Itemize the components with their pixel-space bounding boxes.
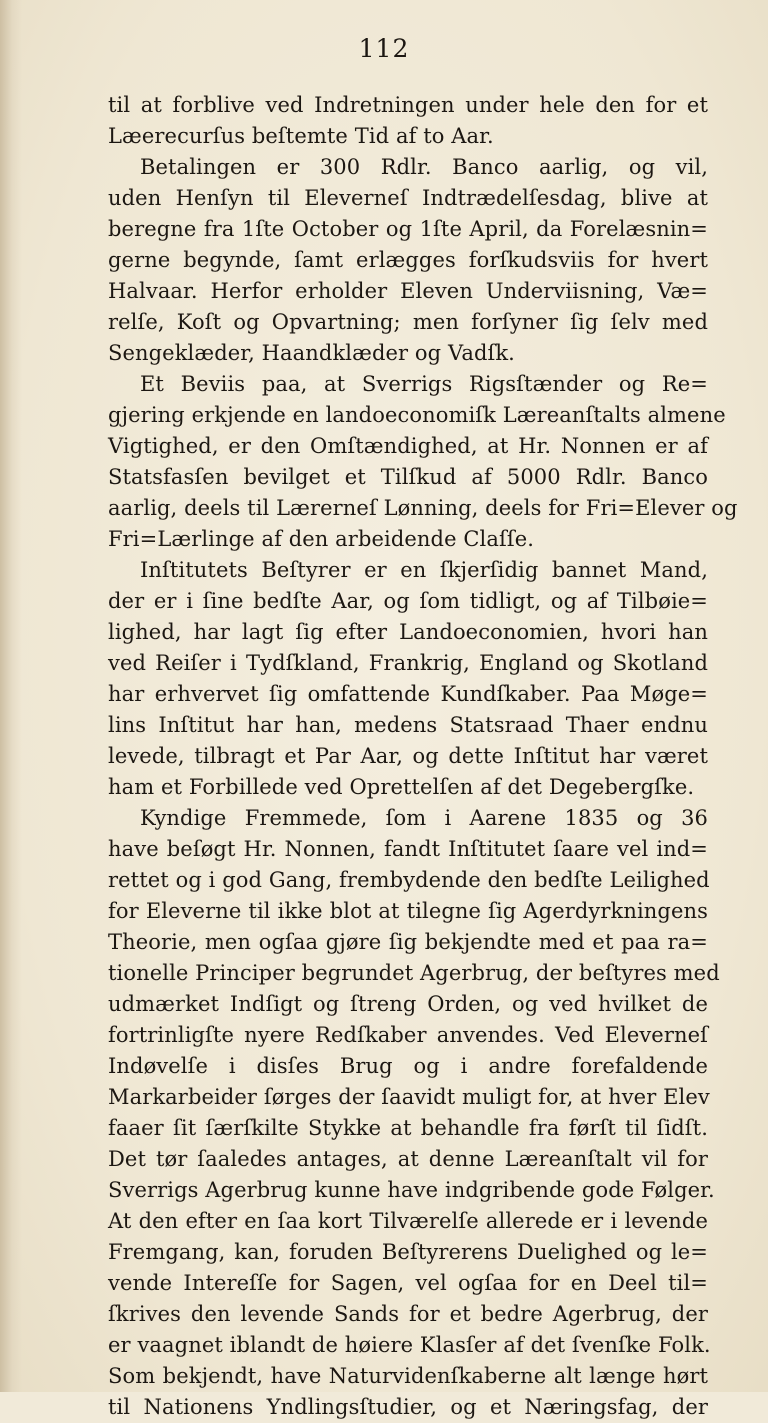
text-line: til Nationens Yndlingsſtudier, og et Næringsfag, der [108, 1395, 708, 1419]
text-line: der er i ſine bedſte Aar, og ſom tidligt, og af Tilbøie= [108, 589, 708, 613]
text-line: Sverrigs Agerbrug kunne have indgribende gode Følger. [108, 1178, 715, 1202]
text-line: beregne fra 1ſte October og 1ſte April, da Forelæsnin= [108, 217, 708, 241]
text-line: Fremgang, kan, foruden Beſtyrerens Duelighed og le= [108, 1240, 708, 1264]
text-line: Indøvelſe i disſes Brug og i andre forefaldende [108, 1054, 708, 1078]
text-line: lighed, har lagt ſig efter Landoeconomien, hvori han [108, 620, 708, 644]
text-line: faaer ſit ſærſkilte Stykke at behandle fra førſt til ſidſt. [108, 1116, 708, 1140]
text-line: Theorie, men ogſaa gjøre ſig bekjendte med et paa ra= [108, 930, 708, 954]
text-line: Et Beviis paa, at Sverrigs Rigsſtænder og Re= [140, 372, 708, 396]
text-line: vende Intereſſe for Sagen, vel ogſaa for en Deel til= [108, 1271, 708, 1295]
text-line: At den efter en ſaa kort Tilværelſe allerede er i levende [108, 1209, 708, 1233]
text-line: lins Inſtitut har han, medens Statsraad Thaer endnu [108, 713, 708, 737]
text-line: Som bekjendt, have Naturvidenſkaberne alt længe hørt [108, 1364, 708, 1388]
text-line: Statsfasſen bevilget et Tilſkud af 5000 Rdlr. Banco [108, 465, 708, 489]
text-line: Fri=Lærlinge af den arbeidende Claſſe. [108, 527, 535, 551]
text-line: udmærket Indſigt og ſtreng Orden, og ved hvilket de [108, 992, 708, 1016]
text-line: have beſøgt Hr. Nonnen, fandt Inſtitutet ſaare vel ind= [108, 837, 708, 861]
text-line: ham et Forbillede ved Oprettelſen af det Degebergſke. [108, 775, 695, 799]
text-line: tionelle Principer begrundet Agerbrug, der beſtyres med [108, 961, 720, 985]
text-line: Læerecurſus beſtemte Tid af to Aar. [108, 124, 494, 148]
binding-edge-shadow [0, 0, 22, 1392]
text-line: til at forblive ved Indretningen under hele den for et [108, 93, 708, 117]
text-line: Halvaar. Herfor erholder Eleven Underviisning, Væ= [108, 279, 708, 303]
body-text [108, 90, 738, 1423]
text-line: Kyndige Fremmede, ſom i Aarene 1835 og 36 [140, 806, 708, 830]
text-line: levede, tilbragt et Par Aar, og dette Inſtitut har været [108, 744, 708, 768]
text-line: har erhvervet ſig omfattende Kundſkaber. Paa Møge= [108, 682, 708, 706]
text-line: aarlig, deels til Lærerneſ Lønning, deels for Fri=Elever og [108, 496, 738, 520]
text-line: fortrinligſte nyere Redſkaber anvendes. Ved Eleverneſ [108, 1023, 708, 1047]
text-line: gjering erkjende en landoeconomiſk Læreanſtalts almene [108, 403, 726, 427]
text-line: Betalingen er 300 Rdlr. Banco aarlig, og vil, [140, 155, 708, 179]
text-line: Inſtitutets Beſtyrer er en ſkjerſidig bannet Mand, [140, 558, 708, 582]
text-line: ſkrives den levende Sands for et bedre Agerbrug, der [108, 1302, 708, 1326]
text-line: Det tør ſaaledes antages, at denne Læreanſtalt vil for [108, 1147, 708, 1171]
text-line: Sengeklæder, Haandklæder og Vadſk. [108, 341, 515, 365]
text-line: Markarbeider ſørges der ſaavidt muligt for, at hver Elev [108, 1085, 710, 1109]
text-line: uden Henſyn til Eleverneſ Indtrædelſesdag, blive at [108, 186, 708, 210]
text-line: for Eleverne til ikke blot at tilegne ſig Agerdyrkningens [108, 899, 708, 923]
text-line: gerne begynde, ſamt erlægges forſkudsviis for hvert [108, 248, 708, 272]
text-line: Vigtighed, er den Omſtændighed, at Hr. Nonnen er af [108, 434, 708, 458]
text-line: rettet og i god Gang, frembydende den bedſte Leilighed [108, 868, 710, 892]
text-line: ved Reiſer i Tydſkland, Frankrig, England og Skotland [108, 651, 708, 675]
text-line: relſe, Koſt og Opvartning; men forſyner ſig ſelv med [108, 310, 708, 334]
page-number: 112 [358, 34, 410, 63]
text-line: er vaagnet iblandt de høiere Klasſer af det ſvenſke Folk. [108, 1333, 711, 1357]
